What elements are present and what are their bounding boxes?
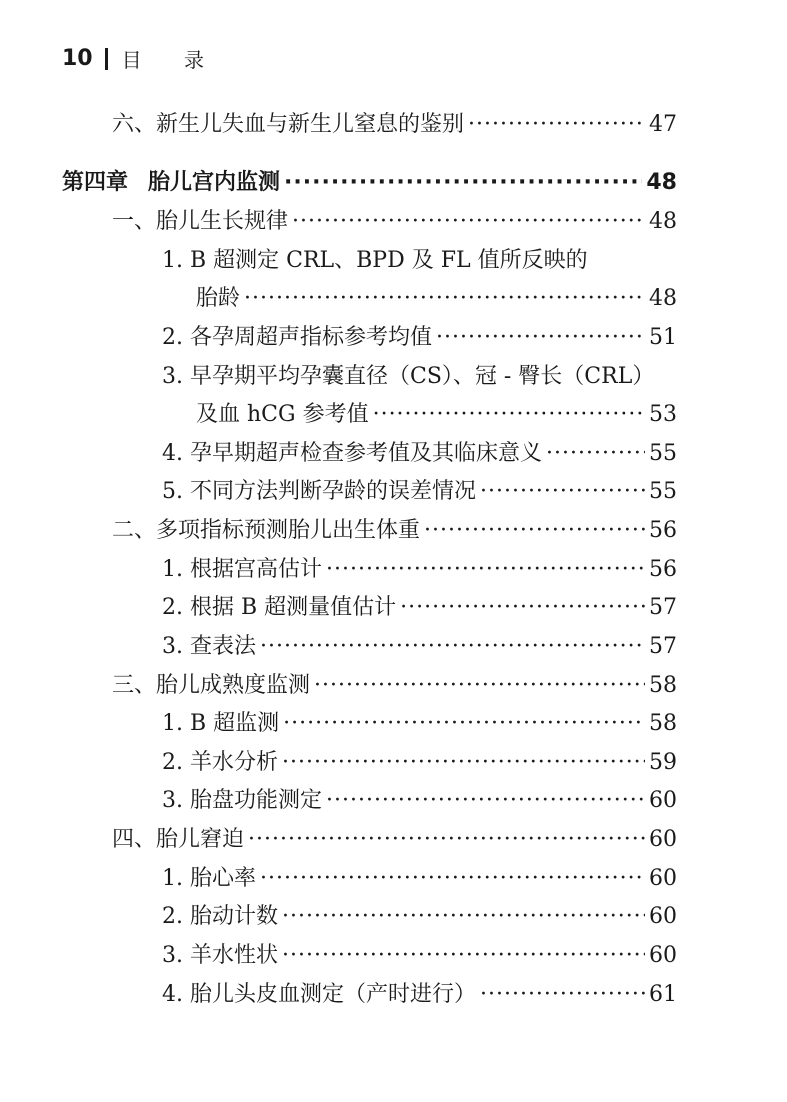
toc-entry-page: 56 <box>649 518 677 543</box>
toc-entry-title: 一、胎儿生长规律 <box>112 209 289 234</box>
toc-entry-page: 61 <box>649 982 677 1007</box>
toc-entry-page: 51 <box>649 325 677 350</box>
dot-leader <box>400 593 645 623</box>
toc-entry-page: 48 <box>649 209 677 234</box>
toc-entry-page: 48 <box>646 170 677 195</box>
header-separator <box>105 48 108 70</box>
toc-entry-page: 60 <box>649 827 677 852</box>
dot-leader <box>314 671 645 701</box>
dot-leader <box>260 632 645 662</box>
toc-entry-page: 60 <box>649 866 677 891</box>
toc-entry-title: 四、胎儿窘迫 <box>112 827 245 852</box>
dot-leader <box>244 284 645 314</box>
dot-leader <box>283 709 645 739</box>
toc-entry-page: 55 <box>649 441 677 466</box>
toc-entry-page: 59 <box>649 750 677 775</box>
toc-entry[interactable] <box>112 671 677 701</box>
toc-entry[interactable] <box>112 825 677 855</box>
dot-leader <box>480 980 645 1010</box>
chapter-number: 第四章 <box>62 170 129 195</box>
toc-entry[interactable] <box>162 786 677 816</box>
dot-leader <box>424 516 645 546</box>
toc-entry[interactable] <box>162 555 677 585</box>
toc-entry-title: 胎龄 <box>196 286 241 311</box>
dot-leader <box>546 439 645 469</box>
dot-leader <box>292 207 645 237</box>
toc-entry[interactable] <box>196 284 677 314</box>
toc-entry[interactable] <box>162 632 677 662</box>
toc-entry[interactable] <box>112 516 677 546</box>
header-title: 目 录 <box>121 48 222 72</box>
toc-entry-page: 47 <box>649 112 677 137</box>
toc-entry-title: 2. 羊水分析 <box>162 750 278 775</box>
dot-leader <box>468 110 645 140</box>
toc-entry[interactable] <box>162 439 677 469</box>
toc-entry-page: 60 <box>649 904 677 929</box>
page-number: 10 <box>62 46 93 71</box>
toc-entry-title: 4. 胎儿头皮血测定（产时进行） <box>162 982 476 1007</box>
toc-entry[interactable] <box>112 110 677 140</box>
toc-entry-title: 三、胎儿成熟度监测 <box>112 673 311 698</box>
dot-leader <box>282 748 645 778</box>
dot-leader <box>260 864 645 894</box>
toc-entry-title: 3. 羊水性状 <box>162 943 278 968</box>
toc-entry-page: 58 <box>649 711 677 736</box>
dot-leader <box>373 400 645 430</box>
toc-entry-title: 1. B 超监测 <box>162 711 280 736</box>
toc-entry-page: 57 <box>649 634 677 659</box>
toc-entry[interactable] <box>162 709 677 739</box>
toc-entry-page: 53 <box>649 402 677 427</box>
dot-leader <box>248 825 645 855</box>
toc-entry[interactable] <box>162 902 677 932</box>
toc-entry[interactable] <box>162 323 677 353</box>
toc-entry-line[interactable]: 3. 早孕期平均孕囊直径（CS）、冠 - 臀长（CRL） <box>162 364 655 389</box>
dot-leader <box>326 786 645 816</box>
dot-leader <box>284 168 642 198</box>
toc-entry-title: 及血 hCG 参考值 <box>196 402 369 427</box>
toc-entry[interactable] <box>162 593 677 623</box>
dot-leader <box>326 555 645 585</box>
toc-entry-title: 4. 孕早期超声检查参考值及其临床意义 <box>162 441 542 466</box>
dot-leader <box>480 477 645 507</box>
toc-entry-page: 60 <box>649 943 677 968</box>
toc-entry-title: 六、新生儿失血与新生儿窒息的鉴别 <box>112 112 465 137</box>
toc-entry-page: 56 <box>649 557 677 582</box>
toc-entry-page: 57 <box>649 595 677 620</box>
toc-entry-title: 3. 胎盘功能测定 <box>162 788 322 813</box>
toc-entry-title: 二、多项指标预测胎儿出生体重 <box>112 518 421 543</box>
toc-entry-title: 1. 胎心率 <box>162 866 256 891</box>
dot-leader <box>436 323 645 353</box>
toc-entry-line[interactable]: 1. B 超测定 CRL、BPD 及 FL 值所反映的 <box>162 248 588 273</box>
toc-entry-title: 2. 根据 B 超测量值估计 <box>162 595 397 620</box>
dot-leader <box>282 902 645 932</box>
toc-entry-page: 60 <box>649 788 677 813</box>
toc-entry[interactable] <box>162 980 677 1010</box>
chapter-title: 胎儿宫内监测 <box>148 170 281 195</box>
toc-entry-title: 2. 各孕周超声指标参考均值 <box>162 325 432 350</box>
toc-chapter-entry[interactable] <box>62 168 677 198</box>
toc-entry[interactable] <box>162 864 677 894</box>
toc-entry-page: 48 <box>649 286 677 311</box>
page-header <box>62 44 222 73</box>
toc-entry-page: 58 <box>649 673 677 698</box>
toc-entry-title: 3. 查表法 <box>162 634 256 659</box>
toc-entry[interactable] <box>162 941 677 971</box>
toc-entry[interactable] <box>162 477 677 507</box>
toc-entry-page: 55 <box>649 479 677 504</box>
toc-entry[interactable] <box>112 207 677 237</box>
toc-entry[interactable] <box>196 400 677 430</box>
toc-entry-title: 2. 胎动计数 <box>162 904 278 929</box>
toc-entry-title: 5. 不同方法判断孕龄的误差情况 <box>162 479 476 504</box>
dot-leader <box>282 941 645 971</box>
toc-entry[interactable] <box>162 748 677 778</box>
toc-entry-title: 1. 根据宫高估计 <box>162 557 322 582</box>
